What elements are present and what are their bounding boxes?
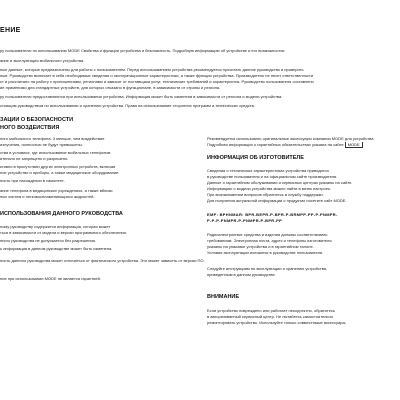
paragraph-line: ного мобильного телефона. 3 меньше, чем воздействие <box>0 136 105 141</box>
manufacturer-line-1: Сведения о технических характеристиках устройства приводятся <box>207 168 329 173</box>
paragraph-line: ие применимо для стандартных устройств, для которых отказано в функционале, в зависимости от страны и региона. <box>0 85 221 90</box>
paragraph-line: ность при нахождении в самолете. <box>0 178 65 183</box>
paragraph-line: ное устройство и приборы, а также медицинское оборудование. <box>0 170 120 175</box>
conformity-line-4: Условия эксплуатации изложены в руководстве пользователя. <box>207 250 324 255</box>
paragraph-line: излучения, полностью не будут превышены. <box>0 142 83 147</box>
manufacturer-line-4: Информацию о модели устройства можно найти в меню настроек. <box>207 186 331 191</box>
warning-line-2: в авторизованный сервисный центр. Не пытайтесь самостоятельно <box>207 314 333 319</box>
manufacturer-line-3: Данные о гарантийном обслуживании и сервисных центрах указаны на сайте. <box>207 180 353 185</box>
paragraph-line: ние при использовании MODE не является гарантией. <box>0 276 101 281</box>
paragraph-line: ь информация в данном руководстве может быть изменена. <box>0 246 113 251</box>
conformity-line-3: указаны на упаковке устройства и в гарантийном талоне. <box>207 244 314 249</box>
paragraph-line: ание и эксплуатация мобильного устройства. <box>0 58 85 63</box>
spec-line-2: P-P-P-PNMPR-P-PNMPR-P-BPR-PP <box>207 218 283 223</box>
paragraph-line: ства в условиях, где использование мобильных телефонов <box>0 150 111 155</box>
section-heading: ИСПОЛЬЗОВАНИЯ ДАННОГО РУКОВОДСТВА <box>0 211 123 217</box>
intro-line-1: Рекомендуется использовать оригинальные аксессуары компании MODE для устройства. <box>207 136 375 141</box>
paragraph-line: ных систем и легковоспламеняющихся жидкостей. <box>0 194 95 199</box>
conformity-line-1: Радиоэлектронные средства и изделия должны соответствовать <box>207 232 328 237</box>
storage-line-1: Следуйте инструкциям по эксплуатации и хранению устройства, <box>207 266 328 271</box>
paragraph-line: ктивно в присутствии других электронных устройств, включая <box>0 164 116 169</box>
paragraph-line: ные. Руководство включает в себя необходимые сведения и эксплуатационные характеристики, а также функции устройства. Производитель не несет ответственности <box>0 73 314 78</box>
intro-line-2 <box>207 142 397 148</box>
website-link[interactable]: MODE <box>345 142 363 148</box>
conformity-line-2: требованиям. Электронная почта, адрес и телефоны изготовителя <box>207 238 332 243</box>
storage-line-2: приведенным в данном руководстве. <box>207 272 276 277</box>
section-heading: НОГО ВОЗДЕЙСТВИЯ <box>0 125 60 131</box>
paragraph-line: ться в зависимости от модели и версии программного обеспечения. <box>0 230 127 235</box>
paragraph-line: ание телефона в медицинских учреждениях, а также вблизи <box>0 188 113 193</box>
paragraph-line: ность данного руководства может отличаться от фактического устройства. Это может зависеть от версии ПО. <box>0 258 205 263</box>
paragraph-line: ру пользователю по использованию MODE Свойства и функции устройства и безопасность. Подробную информацию об устройстве и его возможностях <box>0 48 285 53</box>
warning-line-3: ремонтировать устройство. Используйте только совместимые аксессуары. <box>207 320 347 325</box>
manufacturer-line-6: Для получения актуальной информации о продуктах посетите сайт MODE. <box>207 198 347 203</box>
manufacturer-heading: ИНФОРМАЦИЯ ОБ ИЗГОТОВИТЕЛЕ <box>207 155 304 161</box>
manufacturer-line-2: в руководстве пользователя и на официальном сайте производителя. <box>207 174 338 179</box>
intro-text: Подробная информация о гарантийных обязательствах указана на сайте <box>207 142 344 147</box>
paragraph-line: ному руководству содержится информация, которая может <box>0 224 111 229</box>
document-title: ЕНИЕ <box>0 27 21 34</box>
paragraph-line: стоящим руководством по использованию и хранению устройства. Права на использование сторонних программ и технических средств. <box>0 103 255 108</box>
paragraph-line: нного руководства не допускается без разрешения. <box>0 238 96 243</box>
paragraph-line: ные данные, которые предназначены для работы с пользователем. Перед использованием устройства рекомендуется прочитать данное руководство и проверить <box>0 67 304 72</box>
manufacturer-line-5: При возникновении вопросов обратитесь в службу поддержки. <box>207 192 324 197</box>
paragraph-line: ительно не запрещено и разрешено. <box>0 156 69 161</box>
paragraph-line: ру пользователю предоставляются при использовании устройства. Информация может быть изменена в зависимости от региона и модели устройства. <box>0 94 283 99</box>
paragraph-line: ст и рассчитано на работу с приложениями, регионами и зависит от поставщика услуг, технических требований и характеристик. Руководство пользователя составлено <box>0 79 314 84</box>
warning-heading: ВНИМАНИЕ <box>207 294 240 300</box>
section-heading: ЗАЦИИ О БЕЗОПАСНОСТИ <box>0 117 74 123</box>
warning-line-1: Если устройство повреждено или работает некорректно, обратитесь <box>207 308 336 313</box>
spec-line-1: EMP: BPHNMAR: BPR-BEPR-P-BPR-P-BRMPP-PP-P-PNMPR- <box>207 212 338 217</box>
